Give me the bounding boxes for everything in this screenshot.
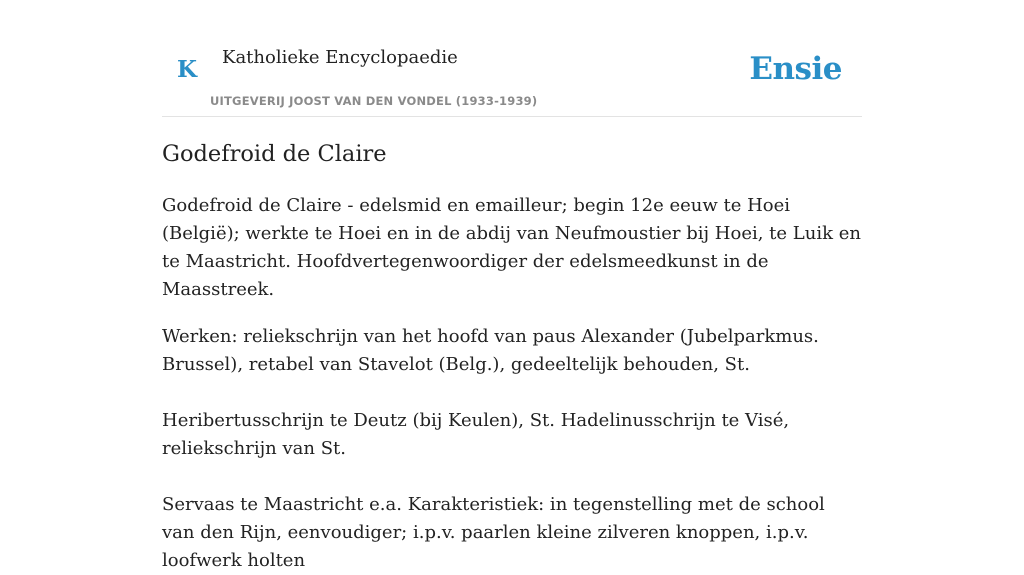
article-paragraph: Godefroid de Claire - edelsmid en emailleur; begin 12e eeuw te Hoei (België); werkte te Hoei en in de abdij van Neufmoustier bij Hoei, te Luik en te Maastricht. Hoofdvertegenwoordiger der edelsmeedkunst in de Maasstreek. — [162, 195, 861, 300]
encyclopedia-title-link[interactable]: Katholieke Encyclopaedie — [222, 47, 458, 68]
article-paragraph: Heribertusschrijn te Deutz (bij Keulen), St. Hadelinusschrijn te Visé, reliekschrijn van St. — [162, 410, 790, 459]
site-header — [162, 0, 862, 117]
encyclopedia-logo[interactable]: K — [177, 56, 197, 83]
article-paragraph: Servaas te Maastricht e.a. Karakteristiek: in tegenstelling met de school van den Rijn, eenvoudiger; i.p.v. paarlen kleine zilveren knoppen, i.p.v. loofwerk holten — [162, 494, 825, 571]
article — [162, 138, 862, 575]
article-title: Godefroid de Claire — [162, 141, 387, 167]
publisher-label: UITGEVERIJ JOOST VAN DEN VONDEL (1933-1939) — [210, 94, 538, 108]
article-paragraph: Werken: reliekschrijn van het hoofd van paus Alexander (Jubelparkmus. Brussel), retabel van Stavelot (Belg.), gedeeltelijk behouden, St. — [162, 326, 819, 375]
ensie-logo-link[interactable]: Ensie — [749, 51, 842, 87]
